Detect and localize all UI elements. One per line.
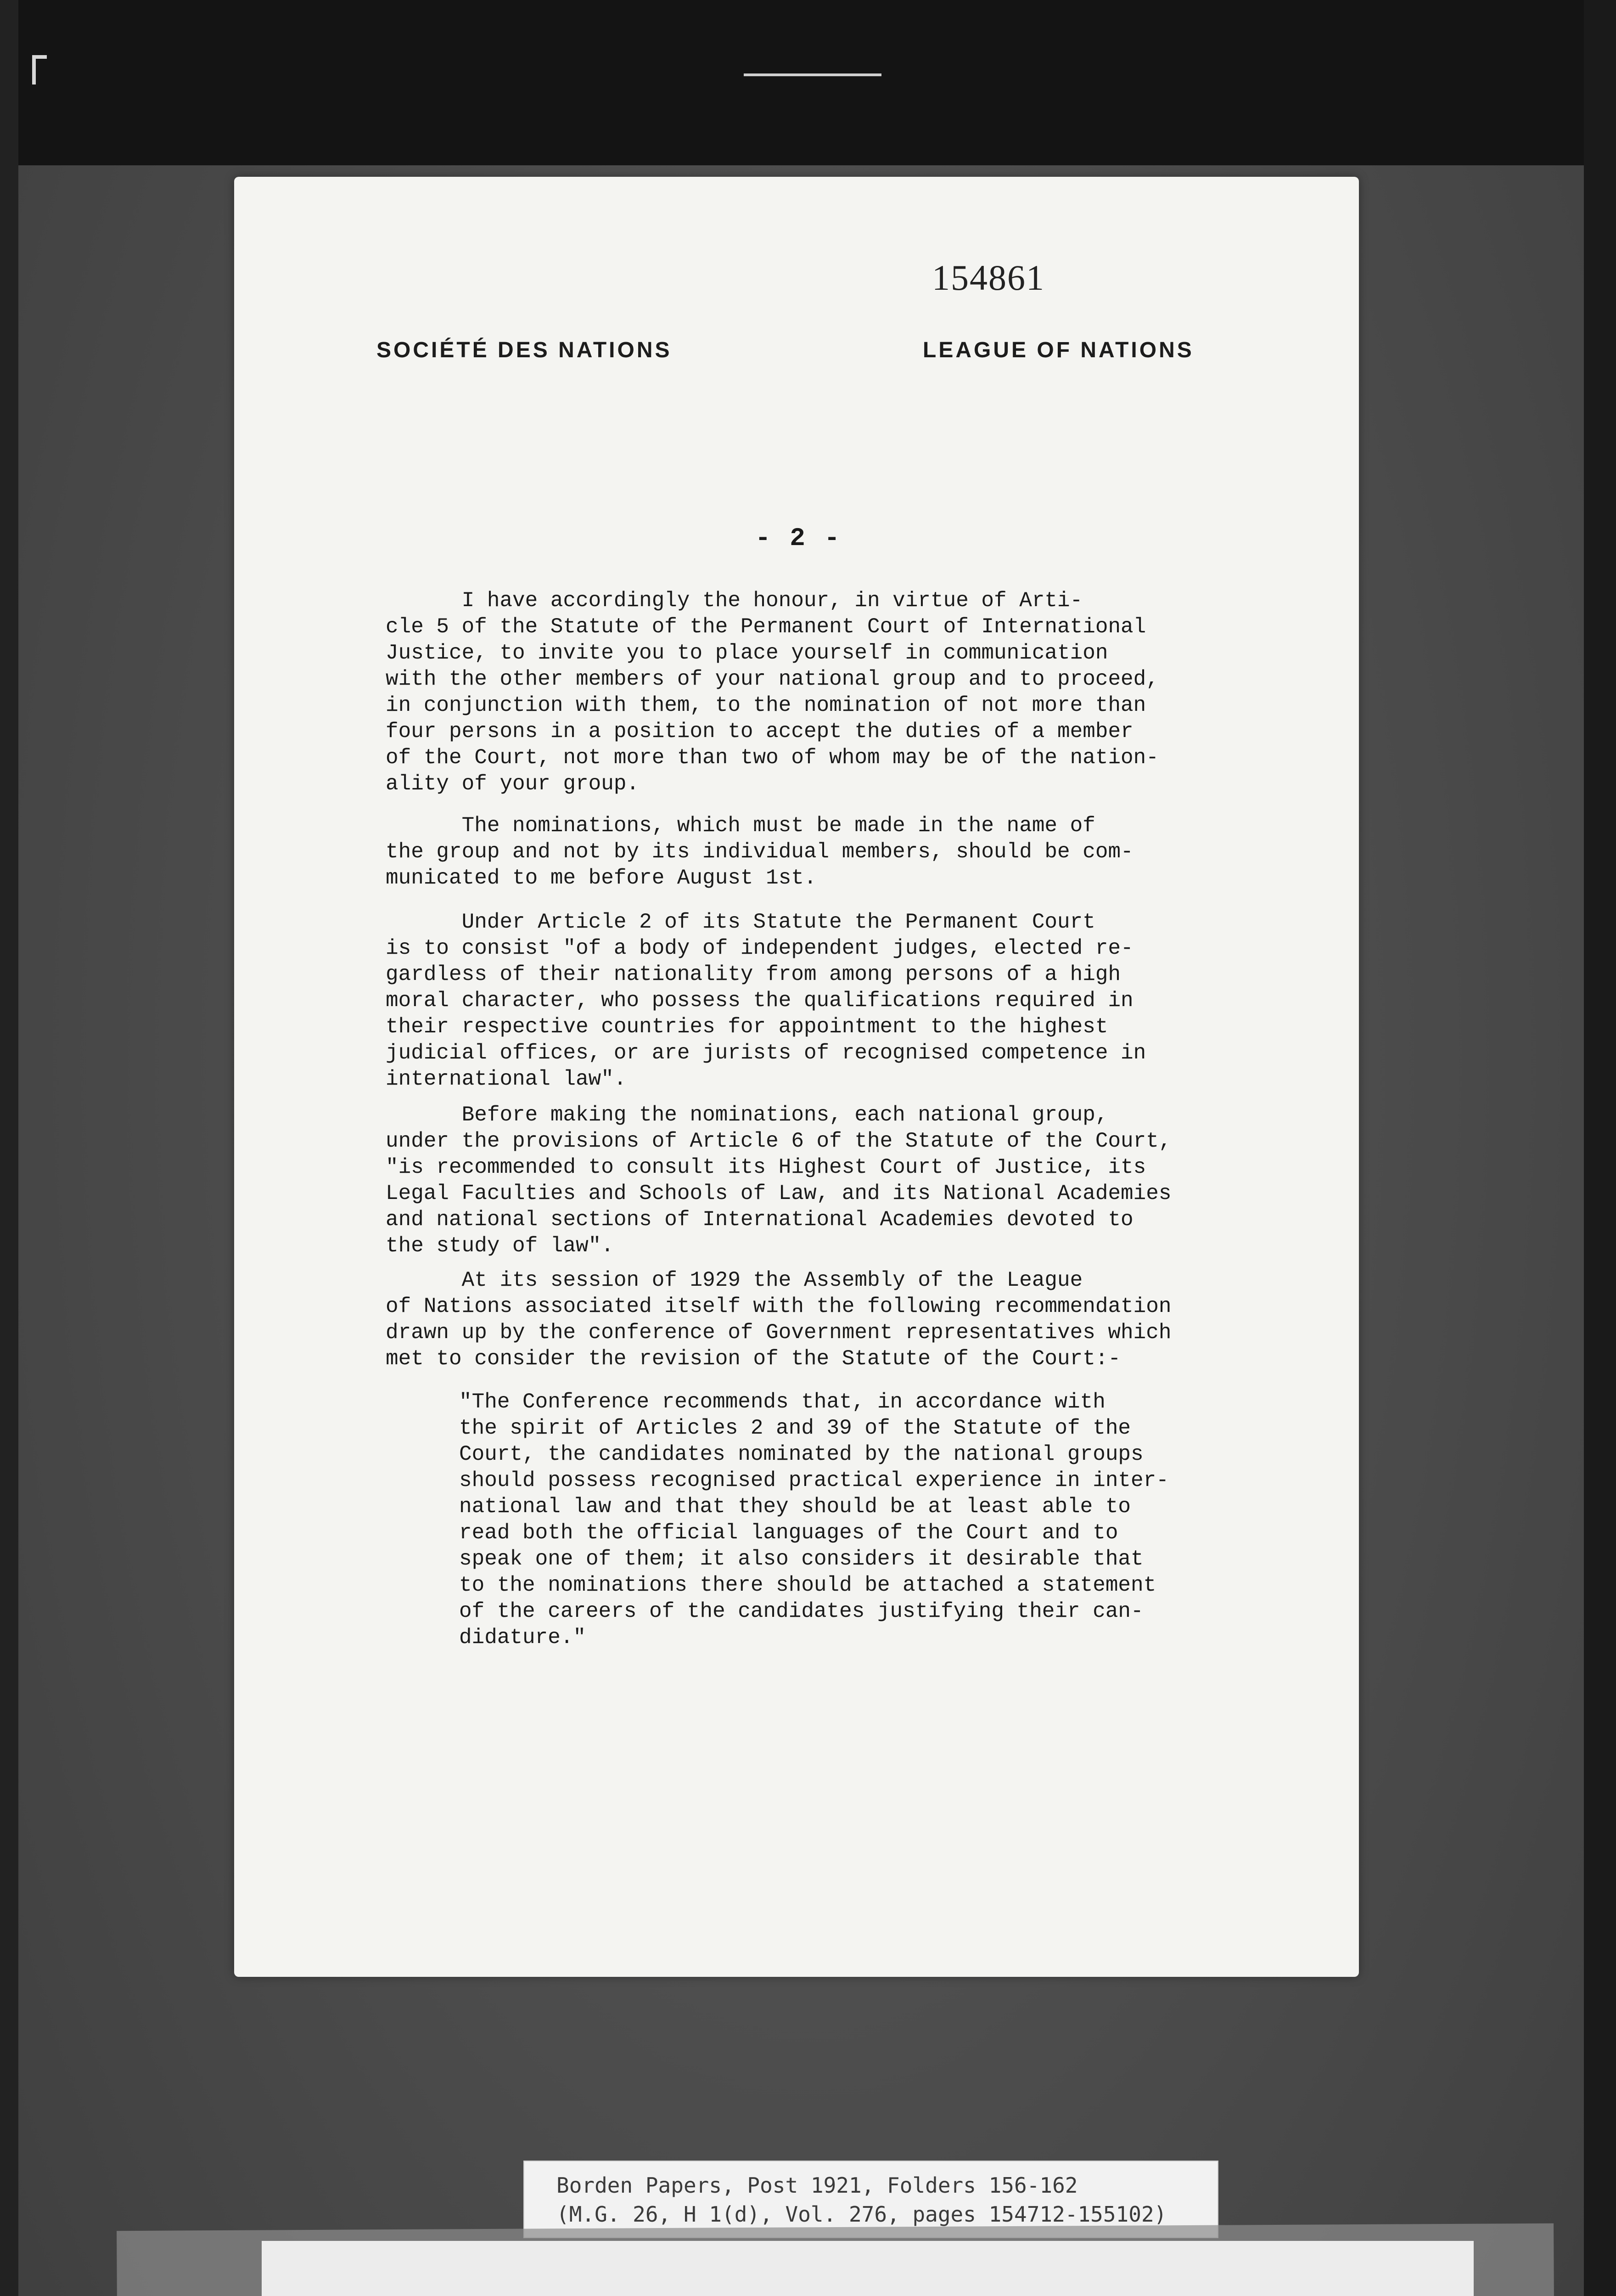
citation-line-1: Borden Papers, Post 1921, Folders 156-162 <box>556 2173 1078 2198</box>
page-marker: - 2 - <box>755 523 842 553</box>
film-top-strip <box>0 0 1616 165</box>
header-societe-des-nations: SOCIÉTÉ DES NATIONS <box>376 338 672 362</box>
paragraph-assembly-1929: At its session of 1929 the Assembly of the League of Nations associated itself with the following recommendation drawn up by the conference of Government representatives which met to consider the revision of the Statute of the Court:- <box>386 1268 1172 1371</box>
citation-line-2: (M.G. 26, H 1(d), Vol. 276, pages 154712-155102) <box>556 2202 1167 2227</box>
corner-mark-icon <box>32 55 47 84</box>
document-number: 154861 <box>932 258 1045 298</box>
film-left-edge <box>0 0 18 2296</box>
paragraph-conference-quote: "The Conference recommends that, in accordance with the spirit of Articles 2 and 39 of the Statute of the Court, the candidates nominated by the national groups should possess recognised practical experience in inter- national law and that they should be at least able to read both the official languages of the Court and to speak one of them; it also considers it desirable that to the nominations there should be attached a statement of the careers of the candidates justifying their can- didature." <box>459 1390 1169 1649</box>
header-league-of-nations: LEAGUE OF NATIONS <box>923 338 1194 362</box>
paragraph-invitation: I have accordingly the honour, in virtue of Arti- cle 5 of the Statute of the Permanent Court of International Justice, to invite you to place yourself in communication with the other members of your national group and to proceed, in conjunction with them, to the nomination of not more than four persons in a position to accept the duties of a member of the Court, not more than two of whom may be of the nation- ality of your group. <box>386 589 1159 796</box>
archive-label <box>262 2241 1474 2296</box>
film-scratch-mark <box>744 55 881 76</box>
film-right-edge <box>1584 0 1616 2296</box>
paragraph-article-6: Before making the nominations, each national group, under the provisions of Article 6 of the Statute of the Court, "is recommended to consult its Highest Court of Justice, its Legal Faculties and Schools of Law, and its National Academies and national sections of International Academies devoted to the study of law". <box>386 1103 1172 1258</box>
paragraph-nominations-deadline: The nominations, which must be made in the name of the group and not by its individual members, should be com- municated to me before August 1st. <box>386 814 1133 890</box>
paragraph-article-2: Under Article 2 of its Statute the Permanent Court is to consist "of a body of independent judges, elected re- gardless of their nationality from among persons of a high moral character, who possess the qualifications required in their respective countries for appointment to the highest judicial offices, or are jurists of recognised competence in international law". <box>386 910 1146 1091</box>
